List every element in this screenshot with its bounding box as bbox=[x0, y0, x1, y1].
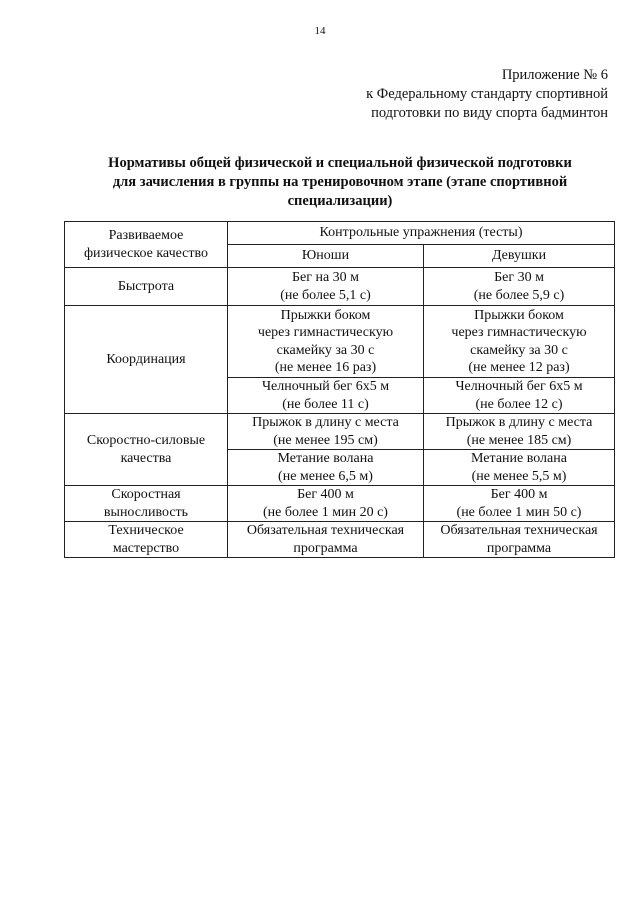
boys-cell: Бег на 30 м (не более 5,1 с) bbox=[228, 268, 424, 306]
boys-cell: Бег 400 м (не более 1 мин 20 с) bbox=[228, 486, 424, 522]
girls-cell: Прыжок в длину с места (не менее 185 см) bbox=[424, 414, 615, 450]
boys-cell: Метание волана (не менее 6,5 м) bbox=[228, 450, 424, 486]
header-tests: Контрольные упражнения (тесты) bbox=[228, 222, 615, 245]
document-title bbox=[60, 154, 620, 211]
title-line: специализации) bbox=[287, 193, 393, 209]
appendix-line: подготовки по виду спорта бадминтон bbox=[371, 105, 608, 121]
appendix-line: к Федеральному стандарту спортивной bbox=[366, 86, 608, 102]
quality-cell: Координация bbox=[65, 306, 228, 414]
header-boys: Юноши bbox=[228, 245, 424, 268]
girls-cell: Челночный бег 6х5 м (не более 12 с) bbox=[424, 378, 615, 414]
boys-cell: Челночный бег 6х5 м (не более 11 с) bbox=[228, 378, 424, 414]
title-line: Нормативы общей физической и специальной физической подготовки bbox=[108, 155, 572, 171]
norms-table bbox=[64, 221, 615, 558]
girls-cell: Прыжки боком через гимнастическую скамейку за 30 с (не менее 12 раз) bbox=[424, 306, 615, 378]
quality-cell: Скоростная выносливость bbox=[65, 486, 228, 522]
quality-cell: Скоростно-силовые качества bbox=[65, 414, 228, 486]
girls-cell: Метание волана (не менее 5,5 м) bbox=[424, 450, 615, 486]
header-girls: Девушки bbox=[424, 245, 615, 268]
title-line: для зачисления в группы на тренировочном этапе (этапе спортивной bbox=[112, 174, 568, 190]
boys-cell: Прыжок в длину с места (не менее 195 см) bbox=[228, 414, 424, 450]
page-number: 14 bbox=[314, 25, 326, 37]
table-row-coordination-jumps bbox=[65, 306, 615, 378]
header-quality: Развиваемое физическое качество bbox=[65, 222, 228, 268]
table-row-endurance bbox=[65, 486, 615, 522]
table-row-long-jump bbox=[65, 414, 615, 450]
girls-cell: Бег 400 м (не более 1 мин 50 с) bbox=[424, 486, 615, 522]
table-row-technique bbox=[65, 522, 615, 558]
appendix-line: Приложение № 6 bbox=[501, 67, 608, 83]
quality-cell: Техническое мастерство bbox=[65, 522, 228, 558]
boys-cell: Прыжки боком через гимнастическую скамейку за 30 с (не менее 16 раз) bbox=[228, 306, 424, 378]
quality-cell: Быстрота bbox=[65, 268, 228, 306]
boys-cell: Обязательная техническая программа bbox=[228, 522, 424, 558]
table-header-row bbox=[65, 222, 615, 245]
appendix-heading bbox=[366, 66, 608, 123]
girls-cell: Бег 30 м (не более 5,9 с) bbox=[424, 268, 615, 306]
table-row-speed bbox=[65, 268, 615, 306]
girls-cell: Обязательная техническая программа bbox=[424, 522, 615, 558]
